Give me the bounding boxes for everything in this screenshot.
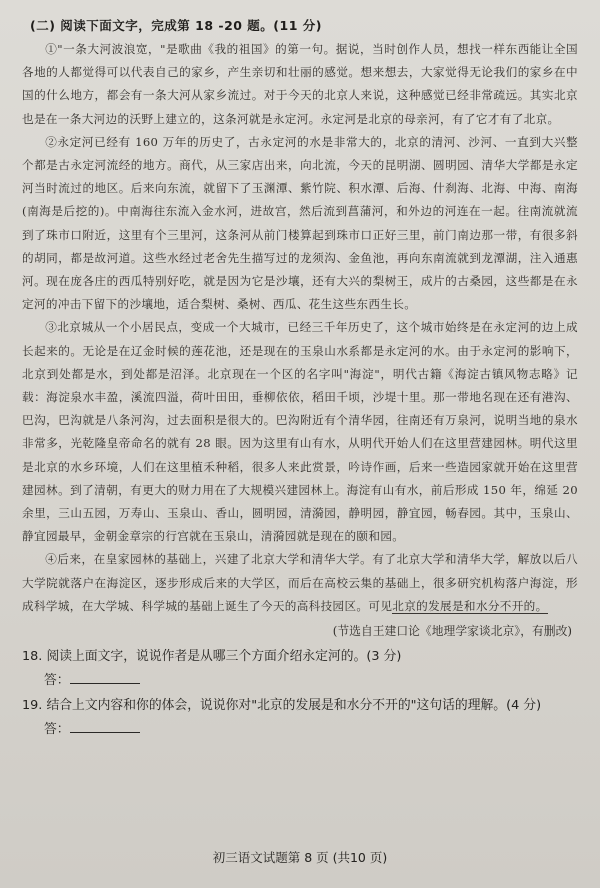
passage-source: (节选自王建口论《地理学家谈北京》，有删改)	[332, 624, 572, 639]
question-18-text: 阅读上面文字，说说作者是从哪三个方面介绍永定河的。(3 分)	[46, 649, 402, 665]
answer-label: 答：	[44, 722, 70, 738]
question-19-number: 19.	[22, 698, 43, 714]
answer-blank[interactable]	[70, 718, 140, 733]
page-footer: 初三语文试题第 8 页 (共10 页)	[212, 850, 388, 865]
paragraph-2: ②永定河已经有 160 万年的历史了，古永定河的水是非常大的，北京的清河、沙河、一直到大兴整个都是古永定河流经的地方。商代，从三家店出来，向北流，今天的昆明湖、圆明园、清华大学都是永定河当时流过的地区。后来向东流，就留下了玉渊潭、紫竹院、积水潭、后海、什刹海、北海、中海、南海(南海是后挖的)。中南海往东流入金水河，进故宫，然后流到菖蒲河，和外边的河连在一起。往南流就流到了珠市口附近，这里有个三里河，这条河从前门楼算起到珠市口正好三里，前门南边那一带，有很多斜的胡同，都是故河道。这些水经过老舍先生描写过的龙须沟、金鱼池，再向东南流就到龙潭湖，注入通惠河。现在庞各庄的西瓜特别好吃，就是因为它是沙壤，还有大兴的梨树王，成片的古桑园，这些都是在永定河的冲击下留下的沙壤地，适合梨树、桑树、西瓜、花生这些东西生长。	[22, 134, 578, 312]
question-19-text: 结合上文内容和你的体会，说说你对"北京的发展是和水分不开的"这句话的理解。(4 分)	[46, 698, 542, 714]
question-19	[22, 693, 578, 742]
question-18-answer-line	[44, 669, 578, 693]
question-18-prompt	[22, 644, 578, 669]
paragraph-4	[22, 548, 578, 618]
paragraph-3: ③北京城从一个小居民点，变成一个大城市，已经三千年历史了，这个城市始终是在永定河的边上成长起来的。无论是在辽金时候的莲花池，还是现在的玉泉山水系都是永定河的水。由于永定河的影响下，北京到处都是水，到处都是沼泽。北京现在一个区的名字叫"海淀"，明代古籍《海淀古镇风物志略》记载：海淀泉水丰盈，溪流四溢，荷叶田田，垂柳依依，稻田千顷，沙堤十里。那一带地名现在还有港沟、巴沟，巴沟就是八条河沟，过去面积是很大的。巴沟附近有个清华园，往南还有万泉河，说明当地的泉水非常多，光乾隆皇帝命名的就有 28 眼。因为这里有山有水，从明代开始人们在这里营建园林。明代这里是北京的水乡环境，人们在这里植禾种稻，很多人来此赏景，吟诗作画，后来一些造园家就开始在这里营建园林。到了清朝，有更大的财力用在了大规模兴建园林上。海淀有山有水，前后形成 150 年，绵延 20 余里，三山五园，万寿山、玉泉山、香山，圆明园，清漪园，静明园，静宜园，畅春园。其中，玉泉山、静宜园最早，金朝金章宗的行宫就在玉泉山，清漪园就是现在的颐和园。	[22, 320, 578, 544]
question-18-number: 18.	[22, 649, 43, 665]
answer-label: 答：	[44, 673, 70, 689]
paragraph-1: ①"一条大河波浪宽，"是歌曲《我的祖国》的第一句。据说，当时创作人员，想找一样东西能让全国各地的人都觉得可以代表自己的家乡，产生亲切和壮丽的感觉。想来想去，大家觉得无论我们的家乡在中国的什么地方，都会有一条大河从家乡流过。对于今天的北京人来说，这种感觉已经非常疏远。其实北京也是在一条大河边的沃野上建立的，这条河就是永定河。永定河是北京的母亲河，有了它才有了北京。	[22, 42, 578, 126]
answer-blank[interactable]	[70, 669, 140, 684]
paragraph-4-text: ④后来，在皇家园林的基础上，兴建了北京大学和清华大学。有了北京大学和清华大学，解放以后八大学院就落户在海淀区，逐步形成后来的大学区，而后在高校云集的基础上，很多研究机构落户海淀，形成科学城，在大学城、科学城的基础上诞生了今天的高科技园区。可见	[22, 552, 578, 613]
question-19-answer-line	[44, 718, 578, 742]
question-19-prompt	[22, 693, 578, 718]
reading-passage	[22, 38, 578, 618]
paragraph-4-underlined-sentence: 北京的发展是和水分不开的。	[392, 598, 548, 613]
section-title: (二) 阅读下面文字，完成第 18 -20 题。(11 分)	[30, 18, 322, 33]
question-18	[22, 644, 578, 693]
